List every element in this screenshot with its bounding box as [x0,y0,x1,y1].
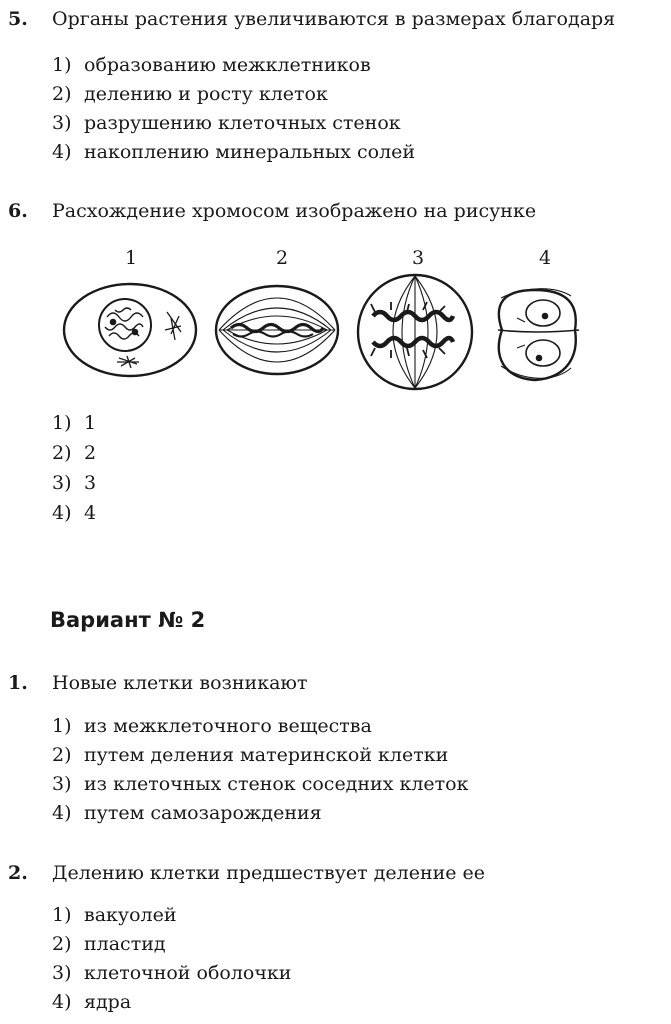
option-number: 2) [52,933,72,955]
question-number: 1. [8,672,28,694]
answer-option[interactable] [52,83,328,105]
option-number: 3) [52,112,72,134]
option-text: накоплению минеральных солей [84,141,416,163]
option-number: 4) [52,502,72,524]
option-number: 2) [52,83,72,105]
option-number: 2) [52,442,72,464]
question-text: Расхождение хромосом изображено на рисунке [52,200,537,222]
cell-drawing-2 [216,286,338,374]
answer-option[interactable] [52,904,177,926]
option-number: 4) [52,141,72,163]
answer-option[interactable] [52,744,448,766]
question-text: Органы растения увеличиваются в размерах благодаря [52,8,616,30]
question-number: 6. [8,200,28,222]
option-number: 3) [52,472,72,494]
option-text: образованию межклетников [84,54,371,76]
answer-option[interactable] [52,773,468,795]
option-number: 2) [52,744,72,766]
answer-option[interactable] [52,412,96,434]
option-text: 2 [84,442,97,464]
answer-option[interactable] [52,54,371,76]
figure-label-1: 1 [125,247,138,269]
option-text: клеточной оболочки [84,962,292,984]
cell-drawing-1 [64,284,196,376]
answer-option[interactable] [52,472,96,494]
option-number: 1) [52,54,72,76]
cell-drawing-4 [498,289,579,380]
answer-option[interactable] [52,802,322,824]
option-number: 1) [52,412,72,434]
answer-option[interactable] [52,991,131,1013]
question-number: 5. [8,8,28,30]
option-number: 3) [52,773,72,795]
option-number: 1) [52,715,72,737]
variant-title: Вариант № 2 [50,608,206,632]
option-text: разрушению клеточных стенок [84,112,401,134]
option-text: вакуолей [84,904,177,926]
option-number: 4) [52,802,72,824]
answer-option[interactable] [52,442,96,464]
option-text: 1 [84,412,97,434]
question-text: Делению клетки предшествует деление ее [52,862,486,884]
figure-label-3: 3 [412,247,425,269]
figure-label-4: 4 [539,247,552,269]
option-text: из межклеточного вещества [84,715,372,737]
cell-drawing-3 [358,275,472,389]
answer-option[interactable] [52,962,291,984]
option-number: 4) [52,991,72,1013]
option-text: путем самозарождения [84,802,322,824]
option-text: 4 [84,502,97,524]
option-number: 3) [52,962,72,984]
option-text: 3 [84,472,97,494]
figure-label-2: 2 [276,247,289,269]
option-text: путем деления материнской клетки [84,744,449,766]
option-text: пластид [84,933,166,955]
option-text: из клеточных стенок соседних клеток [84,773,469,795]
answer-option[interactable] [52,112,401,134]
answer-option[interactable] [52,141,415,163]
option-text: делению и росту клеток [84,83,328,105]
answer-option[interactable] [52,502,96,524]
option-text: ядра [84,991,132,1013]
answer-option[interactable] [52,715,372,737]
question-text: Новые клетки возникают [52,672,308,694]
answer-option[interactable] [52,933,166,955]
question-number: 2. [8,862,28,884]
cell-division-figure [55,272,615,412]
option-number: 1) [52,904,72,926]
